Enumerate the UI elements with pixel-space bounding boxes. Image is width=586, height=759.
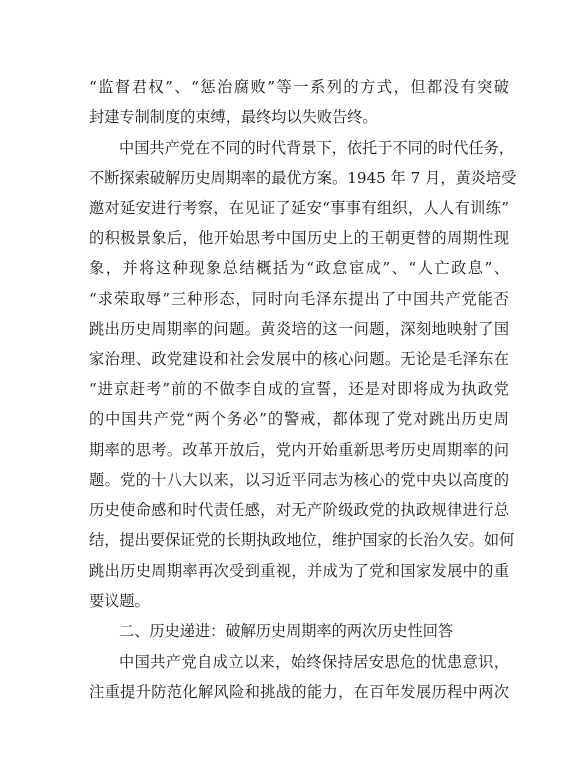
- paragraph-2-line-4: 的积极景象后，他开始思考中国历史上的王朝更替的周期性现: [89, 229, 509, 247]
- paragraph-2-line-16: 要议题。: [89, 592, 150, 610]
- paragraph-2-line-1: 中国共产党在不同的时代背景下，依托于不同的时代任务，: [119, 139, 514, 157]
- paragraph-2-line-3: 邀对延安进行考察，在见证了延安“事事有组织，人人有训练”: [89, 199, 509, 217]
- paragraph-2-line-2: 不断探索破解历史周期率的最优方案。1945 年 7 月，黄炎培受: [89, 169, 517, 187]
- paragraph-2-line-9: “进京赶考”前的不做李自成的宣誓，还是对即将成为执政党: [89, 380, 509, 398]
- paragraph-2-line-8: 家治理、政党建设和社会发展中的核心问题。无论是毛泽东在: [89, 350, 509, 368]
- paragraph-3-line-2: 注重提升防范化解风险和挑战的能力，在百年发展历程中两次: [89, 683, 509, 701]
- paragraph-2-line-11: 期率的思考。改革开放后，党内开始重新思考历史周期率的问: [89, 441, 509, 459]
- paragraph-2-line-14: 结，提出要保证党的长期执政地位，维护国家的长治久安。如何: [89, 531, 515, 549]
- paragraph-2-line-6: “求荣取辱”三种形态，同时向毛泽东提出了中国共产党能否: [89, 290, 509, 308]
- paragraph-3-line-1: 中国共产党自成立以来，始终保持居安思危的忧患意识，: [119, 653, 509, 671]
- paragraph-2-line-15: 跳出历史周期率再次受到重视，并成为了党和国家发展中的重: [89, 562, 509, 580]
- paragraph-1-line-2: 封建专制制度的束缚，最终均以失败告终。: [89, 108, 378, 126]
- paragraph-2-line-7: 跳出历史周期率的问题。黄炎培的这一问题，深刻地映射了国: [89, 320, 509, 338]
- paragraph-1-line-1: “监督君权”、“惩治腐败”等一系列的方式，但都没有突破: [89, 78, 509, 96]
- paragraph-2-line-5: 象，并将这种现象总结概括为“政怠宦成”、“人亡政息”、: [89, 259, 509, 277]
- paragraph-2-line-13: 历史使命感和时代责任感，对无产阶级政党的执政规律进行总: [89, 501, 509, 519]
- section-heading: 二、历史递进：破解历史周期率的两次历史性回答: [119, 622, 454, 640]
- paragraph-2-line-12: 题。党的十八大以来，以习近平同志为核心的党中央以高度的: [89, 471, 509, 489]
- paragraph-2-line-10: 的中国共产党“两个务必”的警戒，都体现了党对跳出历史周: [89, 410, 509, 428]
